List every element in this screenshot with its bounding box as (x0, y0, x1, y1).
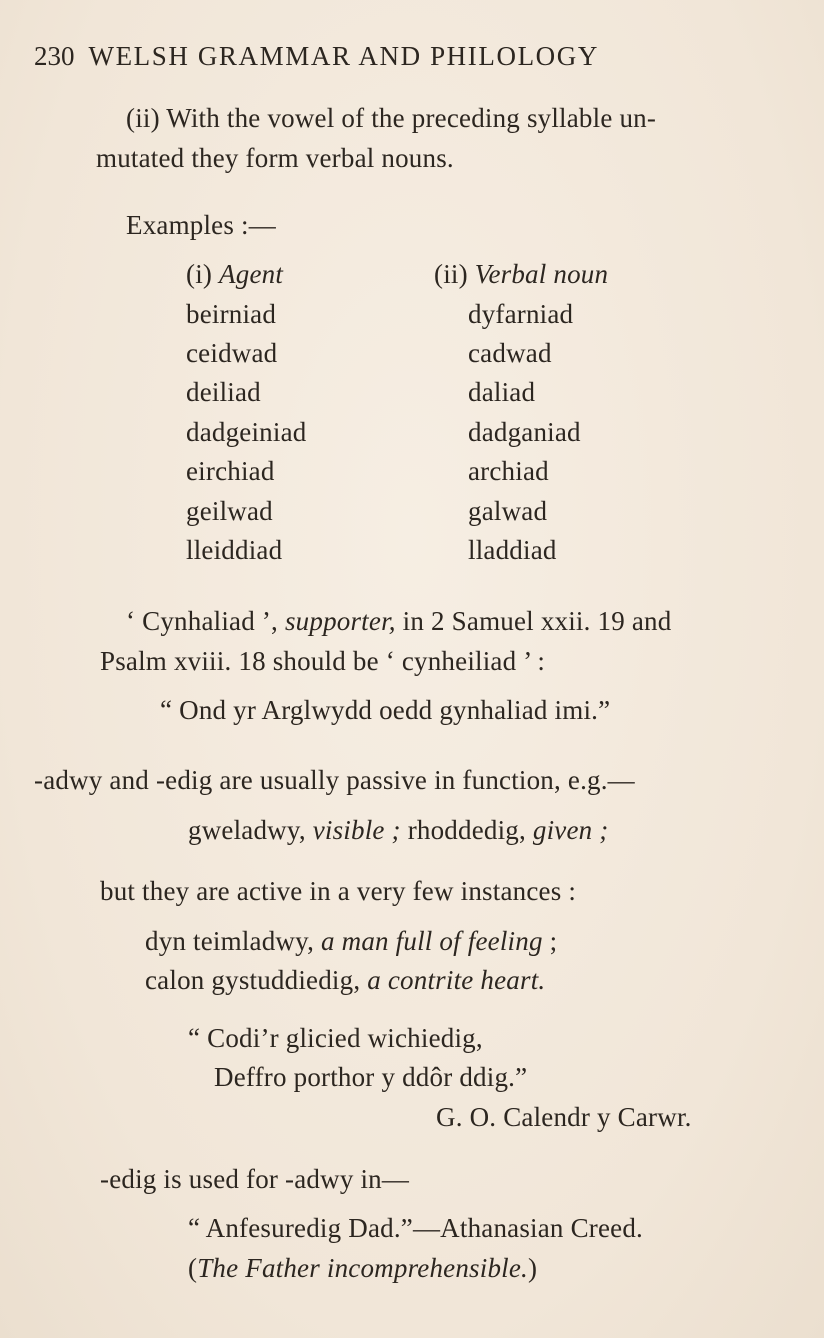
para-ii-line-1: (ii) With the vowel of the preceding syllable un- (126, 103, 657, 133)
verbal-cell: dyfarniad (468, 299, 574, 329)
examples-label: Examples :— (126, 210, 276, 240)
running-title: WELSH GRAMMAR AND PHILOLOGY (88, 41, 599, 71)
example-word: gweladwy, (188, 815, 313, 845)
verbal-cell: cadwad (468, 338, 552, 368)
edig-line: -edig is used for -adwy in— (100, 1164, 410, 1194)
creed-quote: “ Anfesuredig Dad.”—Athanasian Creed. (188, 1213, 643, 1243)
agent-cell: geilwad (186, 496, 273, 526)
poem-line-1: “ Codi’r glicied wichiedig, (188, 1023, 483, 1053)
agent-cell: beirniad (186, 299, 277, 329)
agent-cell: lleiddiad (186, 535, 283, 565)
active-example-2 (145, 964, 545, 996)
verbal-cell: galwad (468, 496, 548, 526)
agent-cell: deiliad (186, 377, 261, 407)
agent-header-number: (i) (186, 259, 213, 289)
cynhaliad-quote: “ Ond yr Arglwydd oedd gynhaliad imi.” (160, 695, 611, 725)
example-word: calon gystuddiedig, (145, 965, 368, 995)
example-gloss: a contrite heart. (367, 965, 546, 995)
verbal-cell: dadganiad (468, 417, 581, 447)
cynhaliad-gloss: supporter, (284, 606, 396, 636)
cynhaliad-line-1 (126, 605, 671, 637)
example-word: dyn teimladwy, (145, 926, 321, 956)
active-instances-line: but they are active in a very few instances : (100, 876, 577, 906)
example-gloss: a man full of feeling (320, 926, 543, 956)
cynhaliad-term: ‘ Cynhaliad ’, (126, 606, 285, 636)
punctuation: ; (542, 926, 558, 956)
verbal-cell: lladdiad (468, 535, 557, 565)
poem-line-2: Deffro porthor y ddôr ddig.” (214, 1062, 528, 1092)
verbal-header-number: (ii) (434, 259, 468, 289)
para-ii-line-2: mutated they form verbal nouns. (96, 143, 454, 173)
example-word: rhoddedig, (400, 815, 533, 845)
paren-open: ( (188, 1253, 198, 1283)
adwy-edig-line: -adwy and -edig are usually passive in function, e.g.— (34, 765, 635, 795)
creed-translation (188, 1252, 537, 1284)
verbal-cell: archiad (468, 456, 549, 486)
verbal-noun-column-header (434, 258, 608, 290)
agent-cell: eirchiad (186, 456, 275, 486)
page-number: 230 (34, 41, 75, 71)
agent-header-label: Agent (219, 259, 284, 289)
verbal-header-label: Verbal noun (474, 259, 609, 289)
agent-cell: ceidwad (186, 338, 278, 368)
running-header (34, 40, 599, 72)
passive-examples (188, 814, 609, 846)
translation-text: The Father incomprehensible. (197, 1253, 528, 1283)
example-gloss: visible ; (312, 815, 401, 845)
cynhaliad-reference: in 2 Samuel xxii. 19 and (395, 606, 672, 636)
agent-column-header (186, 258, 283, 290)
paren-close: ) (528, 1253, 538, 1283)
cynhaliad-line-2: Psalm xviii. 18 should be ‘ cynheiliad ’ : (100, 646, 546, 676)
agent-cell: dadgeiniad (186, 417, 307, 447)
verbal-cell: daliad (468, 377, 536, 407)
poem-source: G. O. Calendr y Carwr. (436, 1102, 692, 1132)
active-example-1 (145, 925, 557, 957)
example-gloss: given ; (532, 815, 609, 845)
